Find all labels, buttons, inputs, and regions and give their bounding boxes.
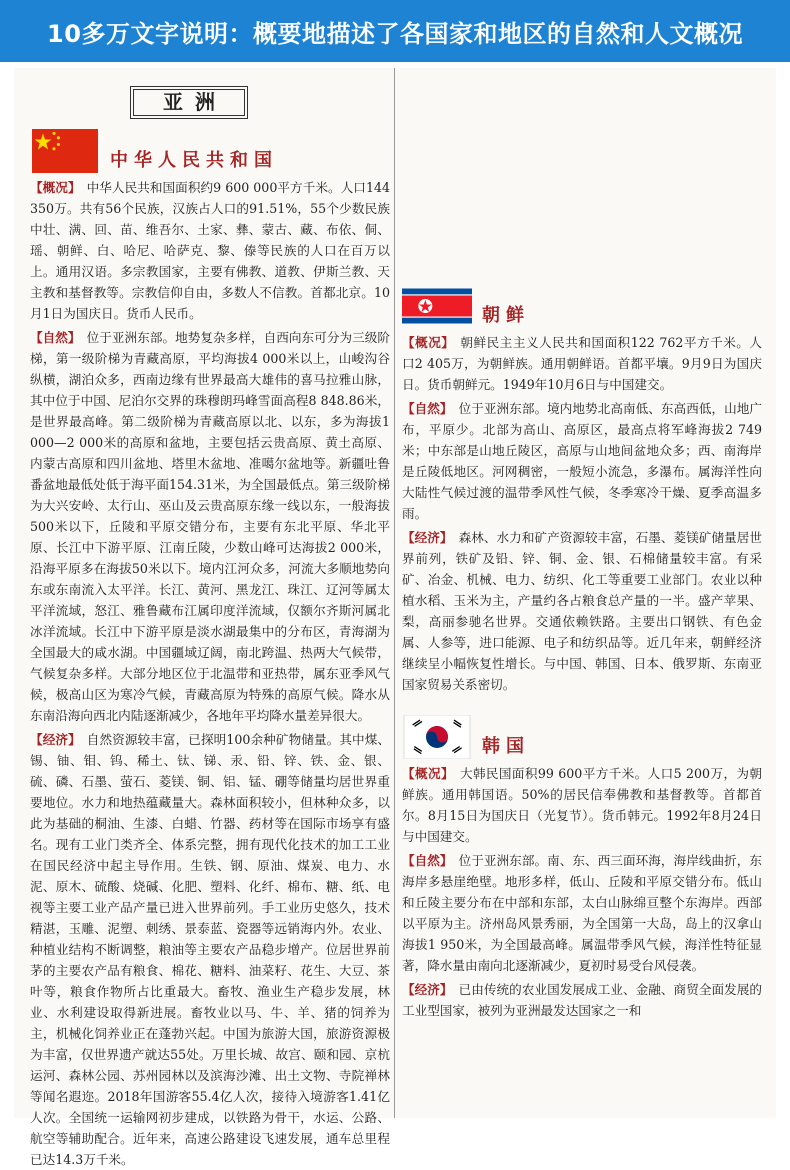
country-name-china: 中华人民共和国 (110, 150, 278, 171)
dprk-economy: 【经济】 森林、水力和矿产资源较丰富，石墨、菱镁矿储量居世界前列，铁矿及铅、锌、铜、金、银、石棉储量较丰富。有采矿、冶金、机械、电力、纺织、化工等重要工业部门。农业以种植水稻、玉米为主，产量约各占粮食总产量的一半。盛产苹果、梨，高丽参驰名世界。交通依赖铁路。主要出口钢铁、有色金属、人参等，进口能源、电子和纺织品等。近几年来，朝鲜经济继续呈小幅恢复性增长。与中国、韩国、日本、俄罗斯、东南亚国家贸易关系密切。 (402, 530, 763, 692)
korea-economy: 【经济】 已由传统的农业国发展成工业、金融、商贸全面发展的工业型国家，被列为亚洲最发达国家之一和 (402, 982, 763, 1018)
china-continuation-spacer (402, 68, 762, 274)
korea-flag-icon (402, 715, 472, 759)
china-flag-icon (30, 129, 100, 173)
region-title: 亚洲 (130, 86, 248, 119)
korea-nature: 【自然】 位于亚洲东部。南、东、西三面环海，海岸线曲折，东海岸多悬崖绝壁。地形多样，低山、丘陵和平原交错分布。低山和丘陵主要分布在中部和东部，太白山脉绵亘整个东海岸。西部以平原为主。济州岛风景秀丽，为全国第一大岛，岛上的汉拿山海拔1 950米，为全国最高峰。属温带季风气候，海洋性特征显著，降水量由南向北逐渐减少，夏初时易受台风侵袭。 (402, 853, 763, 973)
right-column (402, 68, 762, 1118)
country-header-korea (402, 713, 762, 759)
country-header-dprk (402, 282, 762, 328)
left-column (30, 68, 391, 1167)
china-economy: 【经济】 自然资源较丰富，已探明100余种矿物储量。其中煤、锡、铀、钼、钨、稀土、钛、锑、汞、铅、锌、铁、金、银、硫、磷、石墨、萤石、菱镁、铜、铝、锰、硼等储量均居世界重要地位。水力和地热蕴藏量大。森林面积较小，但林种众多，以此为基础的桐油、生漆、白蜡、竹器、药材等在国际市场享有盛名。现有工业门类齐全、体系完整，拥有现代化技术的加工工业在国民经济中起主导作用。生铁、钢、原油、煤炭、电力、水泥、原木、硫酸、烧碱、化肥、塑料、化纤、棉布、糖、纸、电视等主要工业产品产量已进入世界前列。手工业历史悠久，技术精湛，玉雕、泥塑、刺绣、景泰蓝、瓷器等远销海内外。农业、种植业结构不断调整，粮油等主要农产品稳步增产。位居世界前茅的主要农产品有粮食、棉花、糖料、油菜籽、花生、大豆、茶叶等，粮食作物所占比重最大。畜牧、渔业生产稳步发展，林业、水利建设取得新进展。畜牧业以马、牛、羊、猪的饲养为主，机械化饲养业正在蓬勃兴起。中国为旅游大国，旅游资源极为丰富，仅世界遗产就达55处。万里长城、故宫、颐和园、京杭运河、森林公园、苏州园林以及滨海沙滩、出土文物、寺院禅林等闻名遐迩。2018年国游客55.4亿人次，接待入境游客1.41亿人次。全国统一运输网初步建成，以铁路为骨干，水运、公路、航空等辅助配合。近年来，高速公路建设飞速发展，通车总里程已达14.3万千米。 (30, 732, 390, 1167)
dprk-nature: 【自然】 位于亚洲东部。境内地势北高南低、东高西低，山地广布，平原少。北部为高山、高原区，最高点将军峰海拔2 749米；中东部是山地丘陵区，高原与山地间盆地众多；西、南海岸是丘陵低地区。河网稠密，一般短小流急，多瀑布。属海洋性向大陆性气候过渡的温带季风性气候，冬季寒冷干燥、夏季高温多雨。 (402, 401, 763, 521)
country-name-korea: 韩国 (482, 736, 530, 757)
dprk-flag-icon (402, 284, 472, 328)
country-name-dprk: 朝鲜 (482, 305, 530, 326)
dprk-overview: 【概况】 朝鲜民主主义人民共和国面积122 762平方千米。人口2 405万，为朝鲜族。通用朝鲜语。首都平壤。9月9日为国庆日。货币朝鲜元。1949年10月6日与中国建交。 (402, 335, 762, 392)
column-divider (394, 68, 395, 1118)
korea-overview: 【概况】 大韩民国面积99 600平方千米。人口5 200万，为朝鲜族。通用韩国语。50%的居民信奉佛教和基督教等。首都首尔。8月15日为国庆日（光复节）。货币韩元。1992年8月24日与中国建交。 (402, 766, 763, 844)
banner: 10多万文字说明：概要地描述了各国家和地区的自然和人文概况 (0, 0, 790, 62)
china-nature: 【自然】 位于亚洲东部。地势复杂多样，自西向东可分为三级阶梯，第一级阶梯为青藏高原，平均海拔4 000米以上，山峻沟谷纵横，湖泊众多，西南边缘有世界最高大雄伟的喜马拉雅山脉，其中位于中国、尼泊尔交界的珠穆朗玛峰雪面高程8 848.86米，是世界最高峰。第二级阶梯为青藏高原以北、以东，多为海拔1 000—2 000米的高原和盆地，主要包括云贵高原、黄土高原、内蒙古高原和四川盆地、塔里木盆地、准噶尔盆地等。新疆吐鲁番盆地最低处低于海平面154.31米，为全国最低点。第三级阶梯为大兴安岭、太行山、巫山及云贵高原东缘一线以东，一般海拔500米以下，丘陵和平原交错分布，主要有东北平原、华北平原、长江中下游平原、江南丘陵，少数山峰可达海拔2 000米，沿海平原多在海拔50米以下。境内江河众多，河流大多顺地势向东或东南流入太平洋。长江、黄河、黑龙江、珠江、辽河等属太平洋流域，怒江、雅鲁藏布江属印度洋流域，仅额尔齐斯河属北冰洋流域。长江中下游平原是淡水湖最集中的分布区，青海湖为全国最大的咸水湖。中国疆域辽阔，南北跨温、热两大气候带，气候复杂多样。大部分地区位于北温带和亚热带，属东亚季风气候，极高山区为寒冷气候，青藏高原为特殊的高原气候。降水从东南沿海向西北内陆逐渐减少，各地年平均降水量差异很大。 (30, 330, 391, 723)
china-overview: 【概况】 中华人民共和国面积约9 600 000平方千米。人口144 350万。共有56个民族，汉族占人口的91.51%，55个少数民族中壮、满、回、苗、维吾尔、土家、彝、蒙古、藏、布依、侗、瑶、朝鲜、白、哈尼、哈萨克、黎、傣等民族的人口在百万以上。通用汉语。多宗教国家，主要有佛教、道教、伊斯兰教、天主教和基督教等。宗教信仰自由，多数人不信教。首都北京。10月1日为国庆日。货币人民币。 (30, 180, 390, 321)
page (14, 68, 776, 1167)
country-header-china (30, 127, 390, 173)
